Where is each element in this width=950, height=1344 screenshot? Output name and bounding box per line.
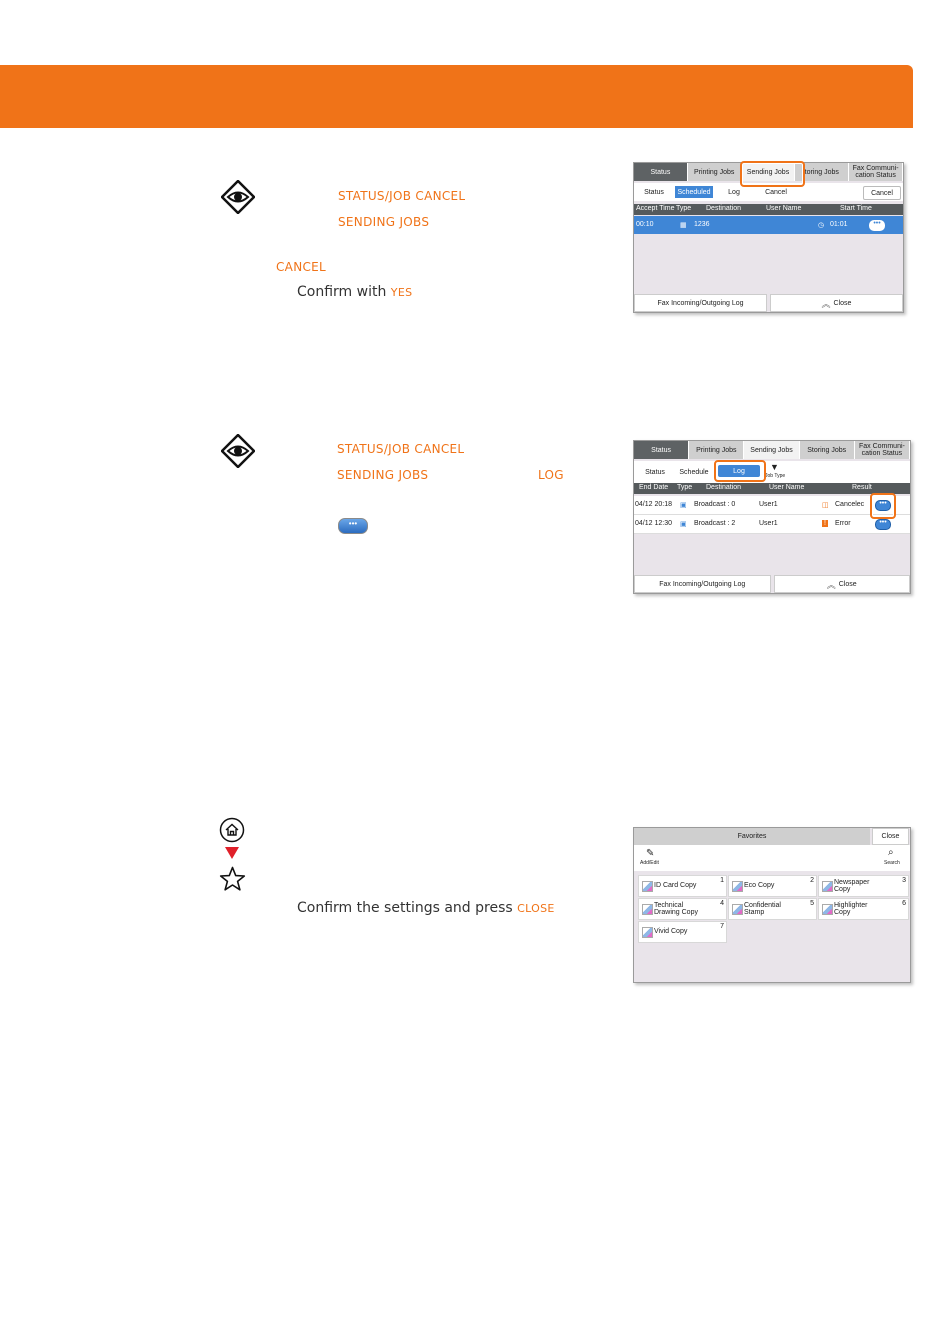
favorite-tile[interactable]: Highlighter Copy 6 xyxy=(818,898,909,920)
tab-storing-jobs[interactable]: toring Jobs xyxy=(795,163,849,181)
copy-icon xyxy=(822,881,833,892)
search-label: Search xyxy=(884,860,900,866)
eye-icon xyxy=(221,180,255,214)
tab-sending-jobs[interactable]: Sending Jobs xyxy=(744,441,799,459)
add-edit-label: Add/Edit xyxy=(640,860,659,866)
favorite-tile[interactable]: Confidential Stamp 5 xyxy=(728,898,817,920)
subtab-schedule[interactable]: Schedule xyxy=(679,468,709,476)
filter-label: Job Type xyxy=(765,473,786,479)
copy-icon xyxy=(732,904,743,915)
more-dots-icon[interactable]: ••• xyxy=(875,500,891,511)
header-banner xyxy=(0,65,913,128)
fax-icon: ▦ xyxy=(680,222,687,229)
favorite-tile[interactable]: Newspaper Copy 3 xyxy=(818,875,909,897)
tab-status[interactable]: Status xyxy=(634,163,688,181)
favorite-tile[interactable]: ID Card Copy 1 xyxy=(638,875,727,897)
sending-jobs-log-screen xyxy=(633,440,911,594)
table-header: End Date Type Destination User Name Result xyxy=(634,483,910,494)
favorite-tile[interactable]: Eco Copy 2 xyxy=(728,875,817,897)
tab-storing-jobs[interactable]: Storing Jobs xyxy=(800,441,855,459)
filter-icon[interactable]: ▼ xyxy=(770,462,779,472)
tab-fax-communication-status[interactable]: Fax Communi- cation Status xyxy=(849,163,903,181)
star-icon xyxy=(219,866,246,892)
close-button[interactable]: Close xyxy=(872,828,909,845)
step-key-cancel: CANCEL xyxy=(276,260,327,274)
favorites-title: Favorites xyxy=(634,828,870,845)
step-key-log: LOG xyxy=(538,468,564,482)
table-row[interactable]: 00:10 ▦ 1236 ◷ 01:01 ••• xyxy=(634,216,903,234)
more-dots-icon: ••• xyxy=(338,518,368,534)
subtab-scheduled[interactable]: Scheduled xyxy=(675,186,713,198)
favorites-screen xyxy=(633,827,911,983)
fax-log-button[interactable]: Fax Incoming/Outgoing Log xyxy=(634,294,767,312)
step-key-status-job-cancel: STATUS/JOB CANCEL xyxy=(338,189,466,203)
step-key-sending-jobs: SENDING JOBS xyxy=(337,468,429,482)
step-key-sending-jobs: SENDING JOBS xyxy=(338,215,430,229)
tab-fax-communication-status[interactable]: Fax Communi- cation Status xyxy=(855,441,910,459)
more-dots-icon[interactable]: ••• xyxy=(875,519,891,530)
highlight-sending-jobs xyxy=(740,161,805,187)
subtab-log[interactable]: Log xyxy=(718,465,760,477)
more-dots-icon[interactable]: ••• xyxy=(869,220,885,231)
table-row[interactable]: 04/12 12:30 ▣ Broadcast : 2 User1 ! Error ••• xyxy=(634,515,910,534)
fax-icon: ▣ xyxy=(680,521,687,528)
tab-status[interactable]: Status xyxy=(634,441,689,459)
copy-icon xyxy=(732,881,743,892)
favorite-tile[interactable]: Technical Drawing Copy 4 xyxy=(638,898,727,920)
copy-icon xyxy=(642,904,653,915)
arrow-down-icon xyxy=(225,847,239,859)
subtab-status[interactable]: Status xyxy=(644,188,664,196)
copy-icon xyxy=(642,927,653,938)
highlight-details xyxy=(870,493,896,519)
subtab-status[interactable]: Status xyxy=(645,468,665,476)
copy-icon xyxy=(642,881,653,892)
copy-icon xyxy=(822,904,833,915)
eye-icon xyxy=(221,434,255,468)
step-confirm-text: Confirm with YES xyxy=(297,284,413,300)
home-icon xyxy=(219,817,245,843)
canceled-icon: ◫ xyxy=(822,502,829,509)
table-header: Accept Time Type Destination User Name Start Time xyxy=(634,204,903,215)
error-icon: ! xyxy=(824,520,826,527)
favorite-tile[interactable]: Vivid Copy 7 xyxy=(638,921,727,943)
subtab-cancel[interactable]: Cancel xyxy=(765,188,787,196)
step-confirm-settings-text: Confirm the settings and press CLOSE xyxy=(297,900,555,916)
cancel-button[interactable]: Cancel xyxy=(863,186,901,200)
close-button[interactable]: ︽ Close xyxy=(774,575,911,593)
step-key-status-job-cancel: STATUS/JOB CANCEL xyxy=(337,442,465,456)
chevron-up-icon: ︽ xyxy=(826,579,836,590)
close-button[interactable]: ︽ Close xyxy=(770,294,903,312)
clock-icon: ◷ xyxy=(818,222,825,229)
tab-printing-jobs[interactable]: Printing Jobs xyxy=(689,441,744,459)
fax-icon: ▣ xyxy=(680,502,687,509)
tab-sending-jobs[interactable]: Sending Jobs xyxy=(742,163,796,181)
highlight-log xyxy=(714,460,766,482)
subtab-log[interactable]: Log xyxy=(728,188,740,196)
search-icon[interactable]: ⌕ xyxy=(888,847,894,858)
sending-jobs-scheduled-screen xyxy=(633,162,904,313)
chevron-up-icon: ︽ xyxy=(821,298,831,309)
edit-icon[interactable]: ✎ xyxy=(646,848,655,859)
table-row[interactable]: 04/12 20:18 ▣ Broadcast : 0 User1 ◫ Cancelec ••• xyxy=(634,496,910,515)
fax-log-button[interactable]: Fax Incoming/Outgoing Log xyxy=(634,575,771,593)
tab-printing-jobs[interactable]: Printing Jobs xyxy=(688,163,742,181)
